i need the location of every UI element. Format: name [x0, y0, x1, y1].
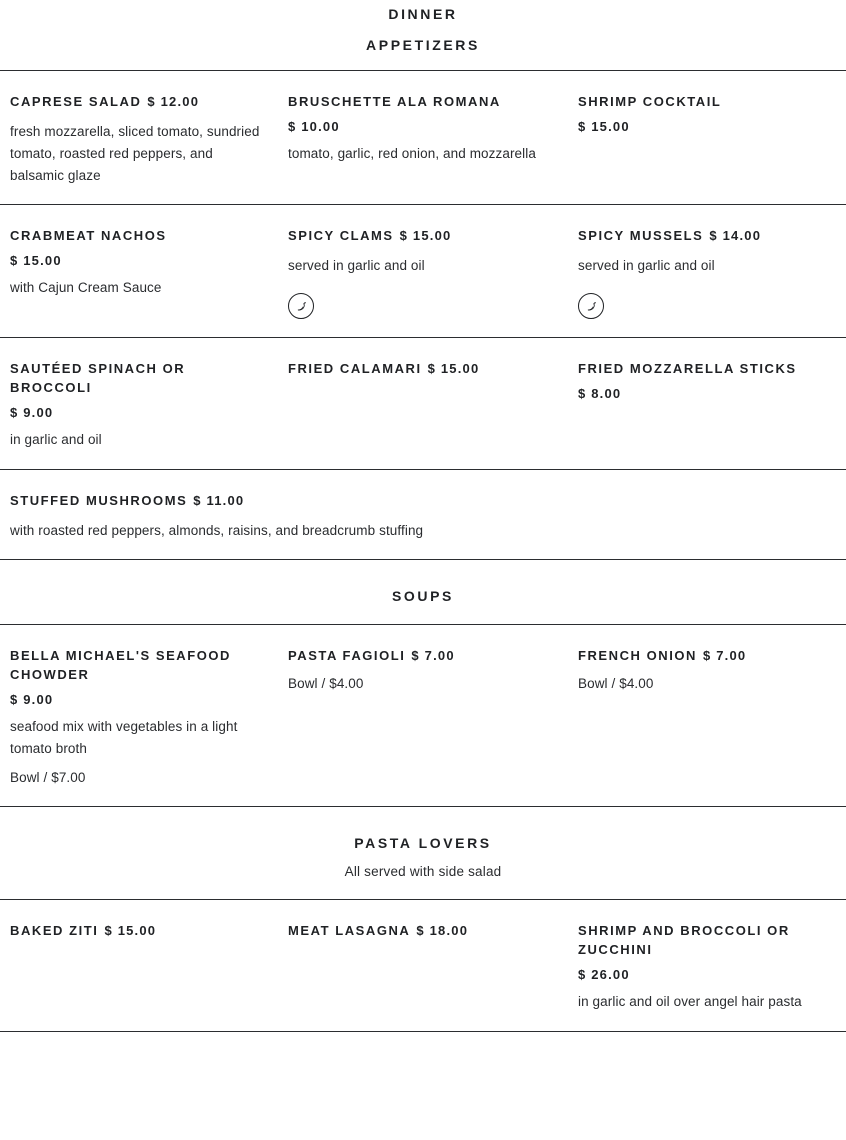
menu-item-price: $ 15.00 [427, 361, 480, 377]
menu-item-name: SHRIMP COCKTAIL [578, 94, 722, 109]
menu-row [0, 205, 846, 337]
menu-item-description: in garlic and oil [10, 431, 102, 447]
menu-item-name: PASTA FAGIOLI $ 7.00 [288, 648, 455, 664]
menu-item [578, 647, 846, 694]
menu-item-price: $ 15.00 [399, 228, 452, 244]
menu-item [288, 360, 578, 379]
menu-item-price: $ 8.00 [578, 385, 622, 401]
menu-item-price: $ 26.00 [578, 966, 630, 982]
menu-item-name: FRIED CALAMARI $ 15.00 [288, 361, 480, 377]
menu-item [0, 360, 288, 451]
menu-item-name: FRENCH ONION $ 7.00 [578, 648, 747, 664]
section-subtitle-pasta-lovers: All served with side salad [344, 864, 502, 880]
menu-item-name: BRUSCHETTE ALA ROMANA [288, 94, 501, 109]
menu-item-description: served in garlic and oil [288, 258, 425, 274]
menu-item-name: SHRIMP AND BROCCOLI OR ZUCCHINI [578, 923, 790, 958]
menu-item-description: tomato, garlic, red onion, and mozzarella [288, 145, 536, 161]
menu-header [0, 4, 846, 70]
menu-item-description: in garlic and oil over angel hair pasta [578, 993, 802, 1009]
menu-row [0, 625, 846, 806]
menu-item [0, 227, 288, 299]
menu-item-price: $ 18.00 [416, 923, 469, 939]
menu-item-price: $ 15.00 [104, 923, 157, 939]
menu-item-portion: Bowl / $4.00 [288, 676, 364, 692]
menu-page [0, 4, 846, 1032]
menu-item-portion: Bowl / $7.00 [10, 769, 86, 785]
menu-item [0, 647, 288, 788]
menu-item [288, 647, 578, 694]
menu-row [0, 470, 846, 560]
chili-pepper-icon [578, 293, 604, 319]
menu-item [0, 922, 288, 941]
menu-item [288, 227, 578, 319]
menu-item [288, 922, 578, 941]
menu-item-name: STUFFED MUSHROOMS $ 11.00 [10, 492, 245, 508]
section-title-soups: SOUPS [391, 588, 454, 605]
divider [0, 1031, 846, 1032]
menu-item-price: $ 14.00 [709, 228, 762, 244]
menu-item-name: BELLA MICHAEL'S SEAFOOD CHOWDER [10, 648, 231, 683]
menu-item-name: FRIED MOZZARELLA STICKS [578, 361, 797, 377]
menu-item [578, 922, 846, 1013]
menu-item-name: SPICY MUSSELS $ 14.00 [578, 228, 762, 244]
menu-item-name: CRABMEAT NACHOS [10, 228, 167, 244]
menu-body [0, 70, 846, 1032]
menu-item-price: $ 10.00 [288, 118, 340, 134]
section-title-appetizers: APPETIZERS [366, 37, 480, 53]
menu-item [0, 492, 846, 542]
menu-item-price: $ 9.00 [10, 692, 54, 708]
menu-row [0, 338, 846, 469]
menu-item-description: served in garlic and oil [578, 258, 715, 274]
menu-item-description: fresh mozzarella, sliced tomato, sundried tomato, roasted red peppers, and balsamic glaze [10, 123, 260, 183]
menu-item-price: $ 9.00 [10, 404, 54, 420]
menu-item-name: MEAT LASAGNA $ 18.00 [288, 923, 469, 939]
menu-item-portion: Bowl / $4.00 [578, 676, 654, 692]
menu-row [0, 900, 846, 1031]
menu-item-price: $ 15.00 [578, 118, 630, 134]
menu-item-name: SPICY CLAMS $ 15.00 [288, 228, 452, 244]
menu-item-price: $ 15.00 [10, 253, 62, 269]
menu-item [288, 93, 578, 165]
section-title-pasta-lovers: PASTA LOVERS [354, 835, 492, 852]
menu-item-price: $ 12.00 [147, 94, 200, 109]
menu-item-name: SAUTÉED SPINACH OR BROCCOLI [10, 361, 186, 395]
section-header-pasta-lovers [0, 807, 846, 899]
menu-item-price: $ 7.00 [411, 648, 455, 664]
menu-item [578, 227, 846, 319]
menu-item-name: BAKED ZITI $ 15.00 [10, 923, 157, 939]
chili-pepper-icon [288, 293, 314, 319]
menu-item-description: seafood mix with vegetables in a light tomato broth [10, 719, 238, 756]
menu-item [0, 93, 288, 186]
menu-item [578, 360, 846, 401]
menu-item [578, 93, 846, 134]
section-header-soups [0, 560, 846, 624]
menu-row [0, 71, 846, 204]
page-title: DINNER [388, 6, 458, 22]
menu-item-price: $ 11.00 [193, 492, 245, 508]
menu-item-description: with roasted red peppers, almonds, raisins, and breadcrumb stuffing [10, 522, 424, 538]
menu-item-price: $ 7.00 [703, 648, 747, 664]
menu-item-name: CAPRESE SALAD $ 12.00 [10, 94, 200, 109]
menu-item-description: with Cajun Cream Sauce [10, 280, 162, 296]
